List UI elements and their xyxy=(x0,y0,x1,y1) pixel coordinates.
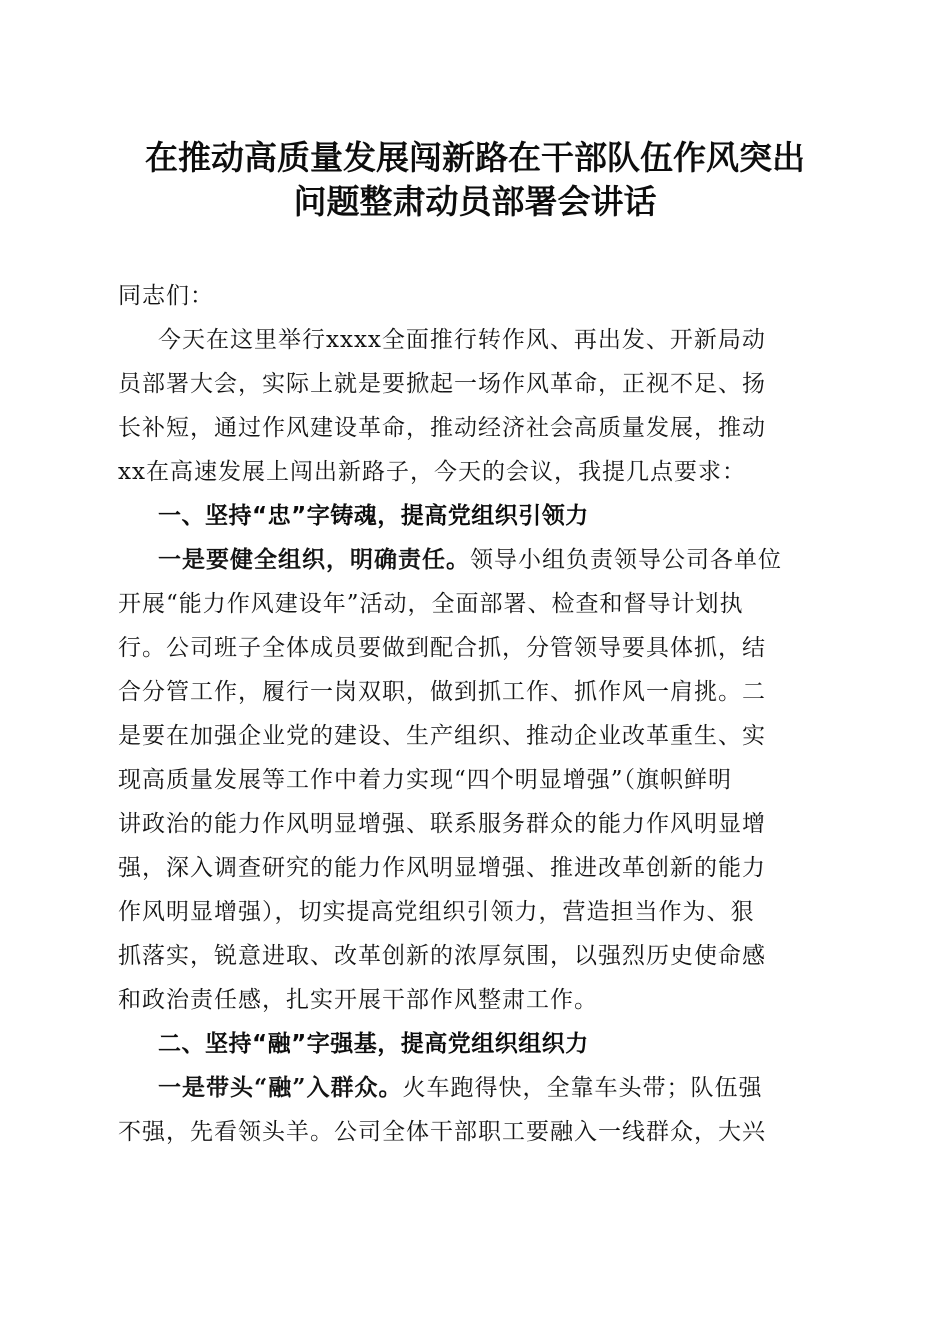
section-2-first-line-rest: 火车跑得快，全靠车头带；队伍强 xyxy=(402,1075,763,1101)
section-1-line: 行。公司班子全体成员要做到配合抓，分管领导要具体抓，结 xyxy=(118,635,766,661)
section-1-line: 抓落实，锐意进取、改革创新的浓厚氛围，以强烈历史使命感 xyxy=(118,943,766,969)
section-1-line: 讲政治的能力作风明显增强、联系服务群众的能力作风明显增 xyxy=(118,811,766,837)
section-1-first-line-rest: 领导小组负责领导公司各单位 xyxy=(470,547,782,573)
document-body xyxy=(118,274,828,1154)
section-1-line: 作风明显增强），切实提高党组织引领力，营造担当作为、狠 xyxy=(118,899,755,925)
section-2-lead: 一是带头“融”入群众。 xyxy=(158,1074,403,1101)
salutation: 同志们： xyxy=(118,283,214,309)
title-line-1: 在推动高质量发展闯新路在干部队伍作风突出 xyxy=(145,138,805,177)
document-title xyxy=(100,136,850,224)
intro-line: 今天在这里举行xxxx全面推行转作风、再出发、开新局动 xyxy=(158,327,766,353)
section-1-line: 开展“能力作风建设年”活动，全面部署、检查和督导计划执 xyxy=(118,591,744,617)
section-2-heading: 二、坚持“融”字强基，提高党组织组织力 xyxy=(158,1031,589,1057)
section-1-line: 和政治责任感，扎实开展干部作风整肃工作。 xyxy=(118,987,598,1013)
section-1-line: 合分管工作，履行一岗双职，做到抓工作、抓作风一肩挑。二 xyxy=(118,679,766,705)
section-1-line: 是要在加强企业党的建设、生产组织、推动企业改革重生、实 xyxy=(118,723,766,749)
section-1-heading: 一、坚持“忠”字铸魂，提高党组织引领力 xyxy=(158,503,589,529)
section-1-lead: 一是要健全组织，明确责任。 xyxy=(158,546,470,573)
section-1-line: 现高质量发展等工作中着力实现“四个明显增强”（旗帜鲜明 xyxy=(118,767,733,793)
section-2-line: 不强，先看领头羊。公司全体干部职工要融入一线群众，大兴 xyxy=(118,1119,766,1145)
section-1-paragraph-first-line xyxy=(118,538,828,582)
title-line-2: 问题整肃动员部署会讲话 xyxy=(293,182,657,221)
intro-line: xx在高速发展上闯出新路子，今天的会议，我提几点要求： xyxy=(118,459,746,485)
intro-line: 长补短，通过作风建设革命，推动经济社会高质量发展，推动 xyxy=(118,415,766,441)
section-2-paragraph-first-line xyxy=(118,1066,828,1110)
intro-line: 员部署大会，实际上就是要掀起一场作风革命，正视不足、扬 xyxy=(118,371,766,397)
section-1-line: 强，深入调查研究的能力作风明显增强、推进改革创新的能力 xyxy=(118,855,766,881)
